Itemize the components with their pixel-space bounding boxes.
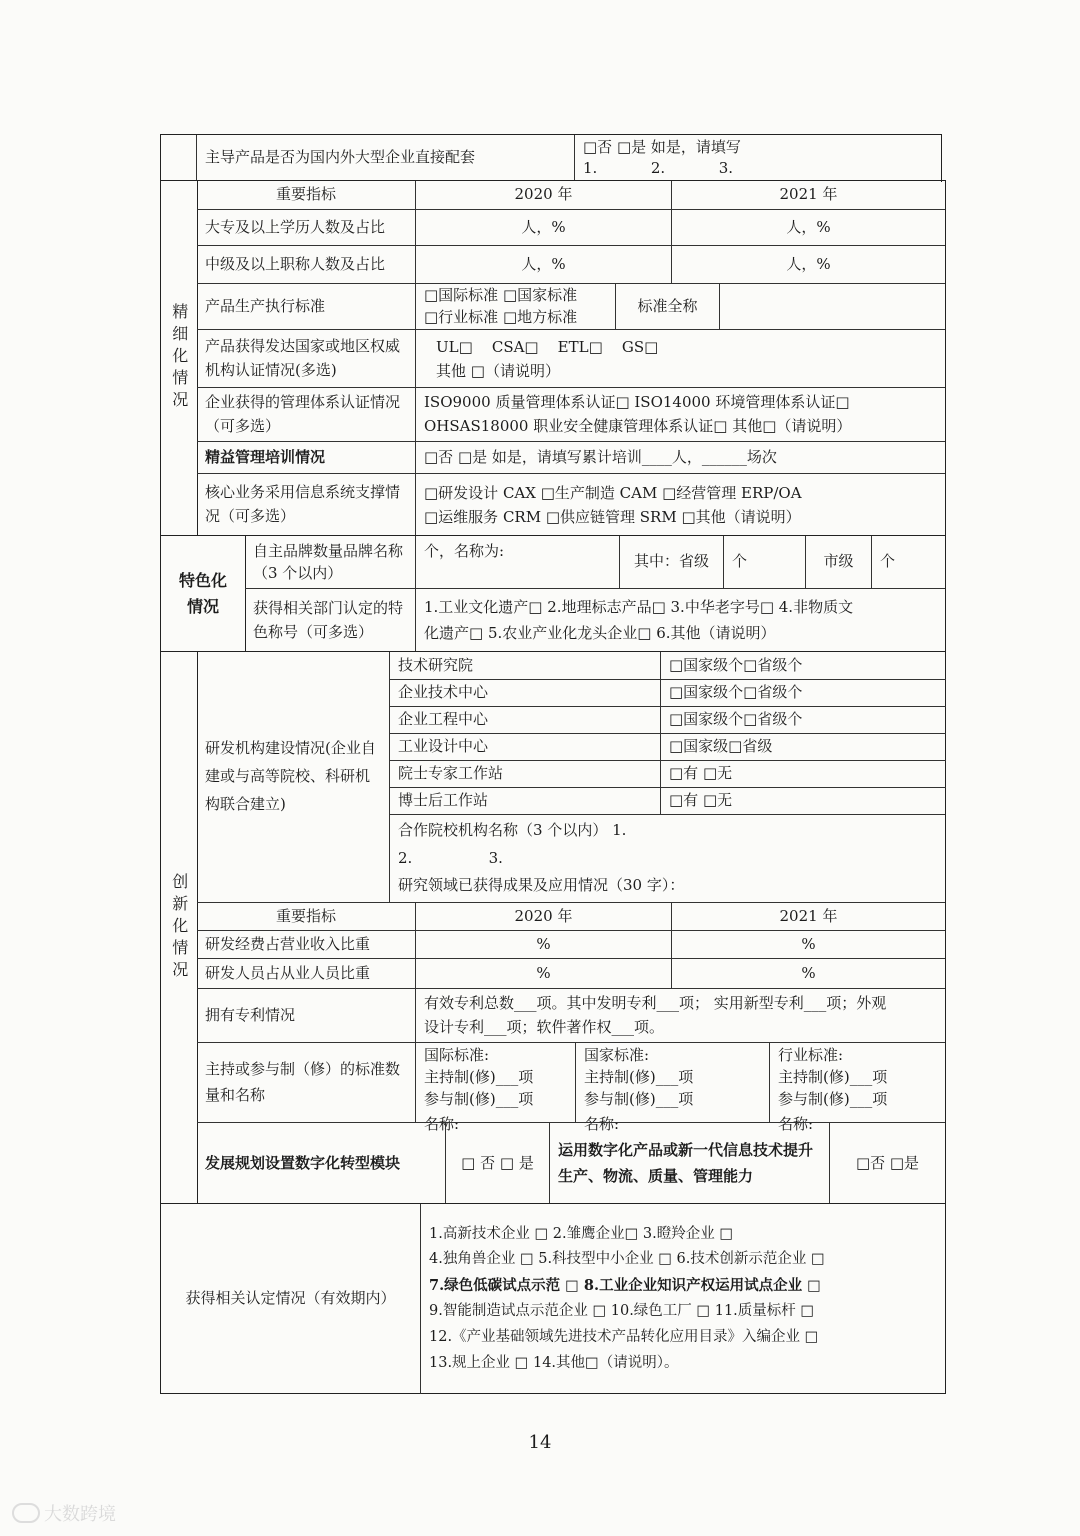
lean-label: 精益管理培训情况: [197, 441, 415, 473]
refine-label-text: 精细化情况: [169, 303, 189, 413]
coop-line3: 研究领域已获得成果及应用情况（30 字）：: [398, 876, 685, 895]
award-line: 12.《产业基础领域先进技术产品转化应用目录》入编企业 □: [429, 1328, 819, 1345]
std-col-title: 国际标准:: [424, 1046, 490, 1064]
awards-label: 获得相关认定情况（有效期内）: [161, 1204, 421, 1394]
patent-label: 拥有专利情况: [197, 988, 415, 1042]
feature-title-line2: 化遗产□ 5.农业产业化龙头企业□ 6.其他（请说明）: [424, 623, 776, 642]
page-number: 14: [528, 1432, 552, 1453]
feature-title-line1: 1.工业文化遗产□ 2.地理标志产品□ 3.中华老字号□ 4.非物质文: [424, 598, 854, 616]
main-table: [160, 180, 946, 1394]
brand-label: 自主品牌数量品牌名称（3 个以内）: [253, 541, 404, 582]
section-awards: [161, 1203, 945, 1394]
refine-row-label: 中级及以上职称人数及占比: [197, 245, 415, 283]
awards-content: [421, 1204, 943, 1394]
innovation-label-text: 创新化情况: [169, 873, 189, 983]
it-line2: □运维服务 CRM □供应链管理 SRM □其他（请说明）: [424, 507, 801, 526]
mgmt-content: [415, 387, 945, 441]
coop-line2: 2. 3.: [398, 848, 503, 867]
innov-header-indicator: 重要指标: [197, 902, 415, 930]
coop-line1: 合作院校机构名称（3 个以内） 1.: [398, 820, 627, 839]
standard-options-line2: □行业标准 □地方标准: [424, 307, 578, 326]
slot-3: 3.: [718, 159, 733, 177]
refine-header-2021: 2021 年: [671, 181, 945, 209]
std-col-part: 参与制(修)___项: [778, 1089, 888, 1108]
award-line: 4.独角兽企业 □ 5.科技型中小企业 □ 6.技术创新示范企业 □: [429, 1251, 825, 1268]
cert-line1: UL□ CSA□ ETL□ GS□: [436, 337, 659, 356]
standard-options-line1: □国际标准 □国家标准: [424, 285, 578, 304]
patent-line2: 设计专利___项；软件著作权___项。: [424, 1017, 665, 1036]
apply-label: 运用数字化产品或新一代信息技术提升生产、物流、质量、管理能力: [549, 1122, 829, 1204]
patent-line1: 有效专利总数___项。其中发明专利___项； 实用新型专利___项；外观: [424, 994, 887, 1013]
institution-value: □有 □无: [660, 760, 946, 787]
standard-fullname-value: [719, 283, 945, 329]
innov-header-2020: 2020 年: [415, 902, 671, 930]
innov-header-2021: 2021 年: [671, 902, 945, 930]
award-line: 13.规上企业 □ 14.其他□（请说明）。: [429, 1354, 679, 1371]
standard-options: [415, 283, 615, 329]
std-label: 主持或参与制（修）的标准数量和名称: [197, 1042, 415, 1122]
top-row-options: □否 □是 如是，请填写: [583, 138, 741, 156]
top-row-content: [575, 135, 941, 181]
mgmt-label: 企业获得的管理体系认证情况（可多选）: [197, 387, 415, 441]
rd-institutions: [389, 652, 945, 814]
ratio-label: 研发人员占从业人员比重: [197, 958, 415, 988]
std-col-national: [575, 1042, 769, 1134]
std-col-international: [415, 1042, 575, 1134]
brand-content: 个，名称为:: [415, 536, 619, 588]
std-col-industry: [769, 1042, 945, 1134]
top-row-slots: [583, 158, 933, 179]
refine-row-2020: 人，%: [415, 209, 671, 245]
institution-value: □国家级个□省级个: [660, 679, 946, 706]
section-innovation-label: [161, 652, 198, 1204]
award-line: 9.智能制造试点示范企业 □ 10.绿色工厂 □ 11.质量标杆 □: [429, 1303, 815, 1319]
rd-label: 研发机构建设情况(企业自建或与高等院校、科研机构联合建立): [205, 739, 376, 813]
it-label: 核心业务采用信息系统支撑情况（可多选）: [197, 473, 415, 535]
refine-row-2021: 人，%: [671, 245, 945, 283]
std-col-name: 名称:: [584, 1115, 620, 1134]
feature-title-label: 获得相关部门认定的特色称号（可多选）: [245, 588, 415, 652]
ratio-2021: %: [671, 958, 945, 988]
brand-of-which: 其中：省级: [619, 536, 723, 588]
section-refine-label: [161, 181, 198, 535]
refine-header-indicator: 重要指标: [275, 185, 336, 204]
mgmt-line1: ISO9000 质量管理体系认证□ ISO14000 环境管理体系认证□: [424, 393, 850, 412]
ratio-label: 研发经费占营业收入比重: [197, 930, 415, 958]
refine-row-2020: 人，%: [415, 245, 671, 283]
institution-name: 企业技术中心: [390, 679, 660, 706]
it-line1: □研发设计 CAX □生产制造 CAM □经营管理 ERP/OA: [424, 483, 802, 502]
it-content: [415, 473, 945, 535]
std-col-host: 主持制(修)___项: [778, 1067, 888, 1086]
slot-1: 1.: [583, 159, 598, 177]
section-feature-label: [161, 536, 246, 652]
slot-2: 2.: [650, 159, 666, 177]
cert-content: [415, 329, 945, 387]
watermark-logo-icon: [12, 1503, 40, 1523]
cert-label: 产品获得发达国家或地区权威机构认证情况(多选): [197, 329, 415, 387]
digital-label: 发展规划设置数字化转型模块: [197, 1122, 445, 1204]
institution-value: □国家级个□省级个: [660, 652, 946, 679]
institution-name: 院士专家工作站: [390, 760, 660, 787]
coop-block: [389, 814, 945, 902]
brand-unit-provincial: 个: [723, 536, 805, 588]
std-col-name: 名称:: [424, 1115, 460, 1134]
institution-name: 工业设计中心: [390, 733, 660, 760]
std-col-host: 主持制(修)___项: [584, 1067, 694, 1086]
lean-content: □否 □是 如是，请填写累计培训____人，______场次: [415, 441, 945, 473]
institution-name: 博士后工作站: [390, 787, 660, 814]
watermark: [12, 1500, 116, 1526]
institution-name: 企业工程中心: [390, 706, 660, 733]
brand-city-label: 市级: [805, 536, 871, 588]
section-feature: [161, 535, 945, 652]
digital-options: □ 否 □ 是: [445, 1122, 549, 1204]
refine-body: [197, 181, 945, 535]
section-innovation: [161, 651, 945, 1204]
std-col-host: 主持制(修)___项: [424, 1067, 534, 1086]
top-row-label: 主导产品是否为国内外大型企业直接配套: [197, 135, 575, 181]
ratio-2020: %: [415, 958, 671, 988]
refine-header-2020: 2020 年: [415, 181, 671, 209]
refine-row-2021: 人，%: [671, 209, 945, 245]
top-row-spacer: [161, 135, 197, 181]
apply-options: □否 □是: [829, 1122, 945, 1204]
top-row: [160, 134, 942, 182]
feature-label-text: 特色化情况: [178, 571, 227, 616]
institution-name: 技术研究院: [398, 655, 474, 674]
standard-fullname-label: 标准全称: [615, 283, 719, 329]
institution-value: □国家级个□省级个: [660, 706, 946, 733]
cert-line2: 其他 □（请说明）: [436, 361, 560, 380]
std-col-part: 参与制(修)___项: [424, 1089, 534, 1108]
institution-value: □有 □无: [660, 787, 946, 814]
patent-content: [415, 988, 945, 1042]
mgmt-line2: OHSAS18000 职业安全健康管理体系认证□ 其他□（请说明）: [424, 416, 852, 435]
award-line: 1.高新技术企业 □ 2.雏鹰企业□ 3.瞪羚企业 □: [429, 1225, 734, 1242]
brand-unit-city: 个: [871, 536, 945, 588]
std-col-name: 名称:: [778, 1115, 814, 1134]
institution-value: □国家级□省级: [660, 733, 946, 760]
feature-body: [245, 536, 945, 652]
award-line: 7.绿色低碳试点示范 □ 8.工业企业知识产权运用试点企业 □: [429, 1277, 821, 1295]
std-col-part: 参与制(修)___项: [584, 1089, 694, 1108]
innovation-body: [197, 652, 945, 1204]
standard-label: 产品生产执行标准: [197, 283, 415, 329]
watermark-text: 大数跨境: [44, 1504, 116, 1525]
ratio-2021: %: [671, 930, 945, 958]
std-col-title: 国家标准:: [584, 1046, 650, 1064]
feature-title-content: [415, 588, 945, 652]
refine-row-label: 大专及以上学历人数及占比: [197, 209, 415, 245]
std-col-title: 行业标准:: [778, 1046, 844, 1064]
section-refine: [161, 181, 945, 535]
ratio-2020: %: [415, 930, 671, 958]
